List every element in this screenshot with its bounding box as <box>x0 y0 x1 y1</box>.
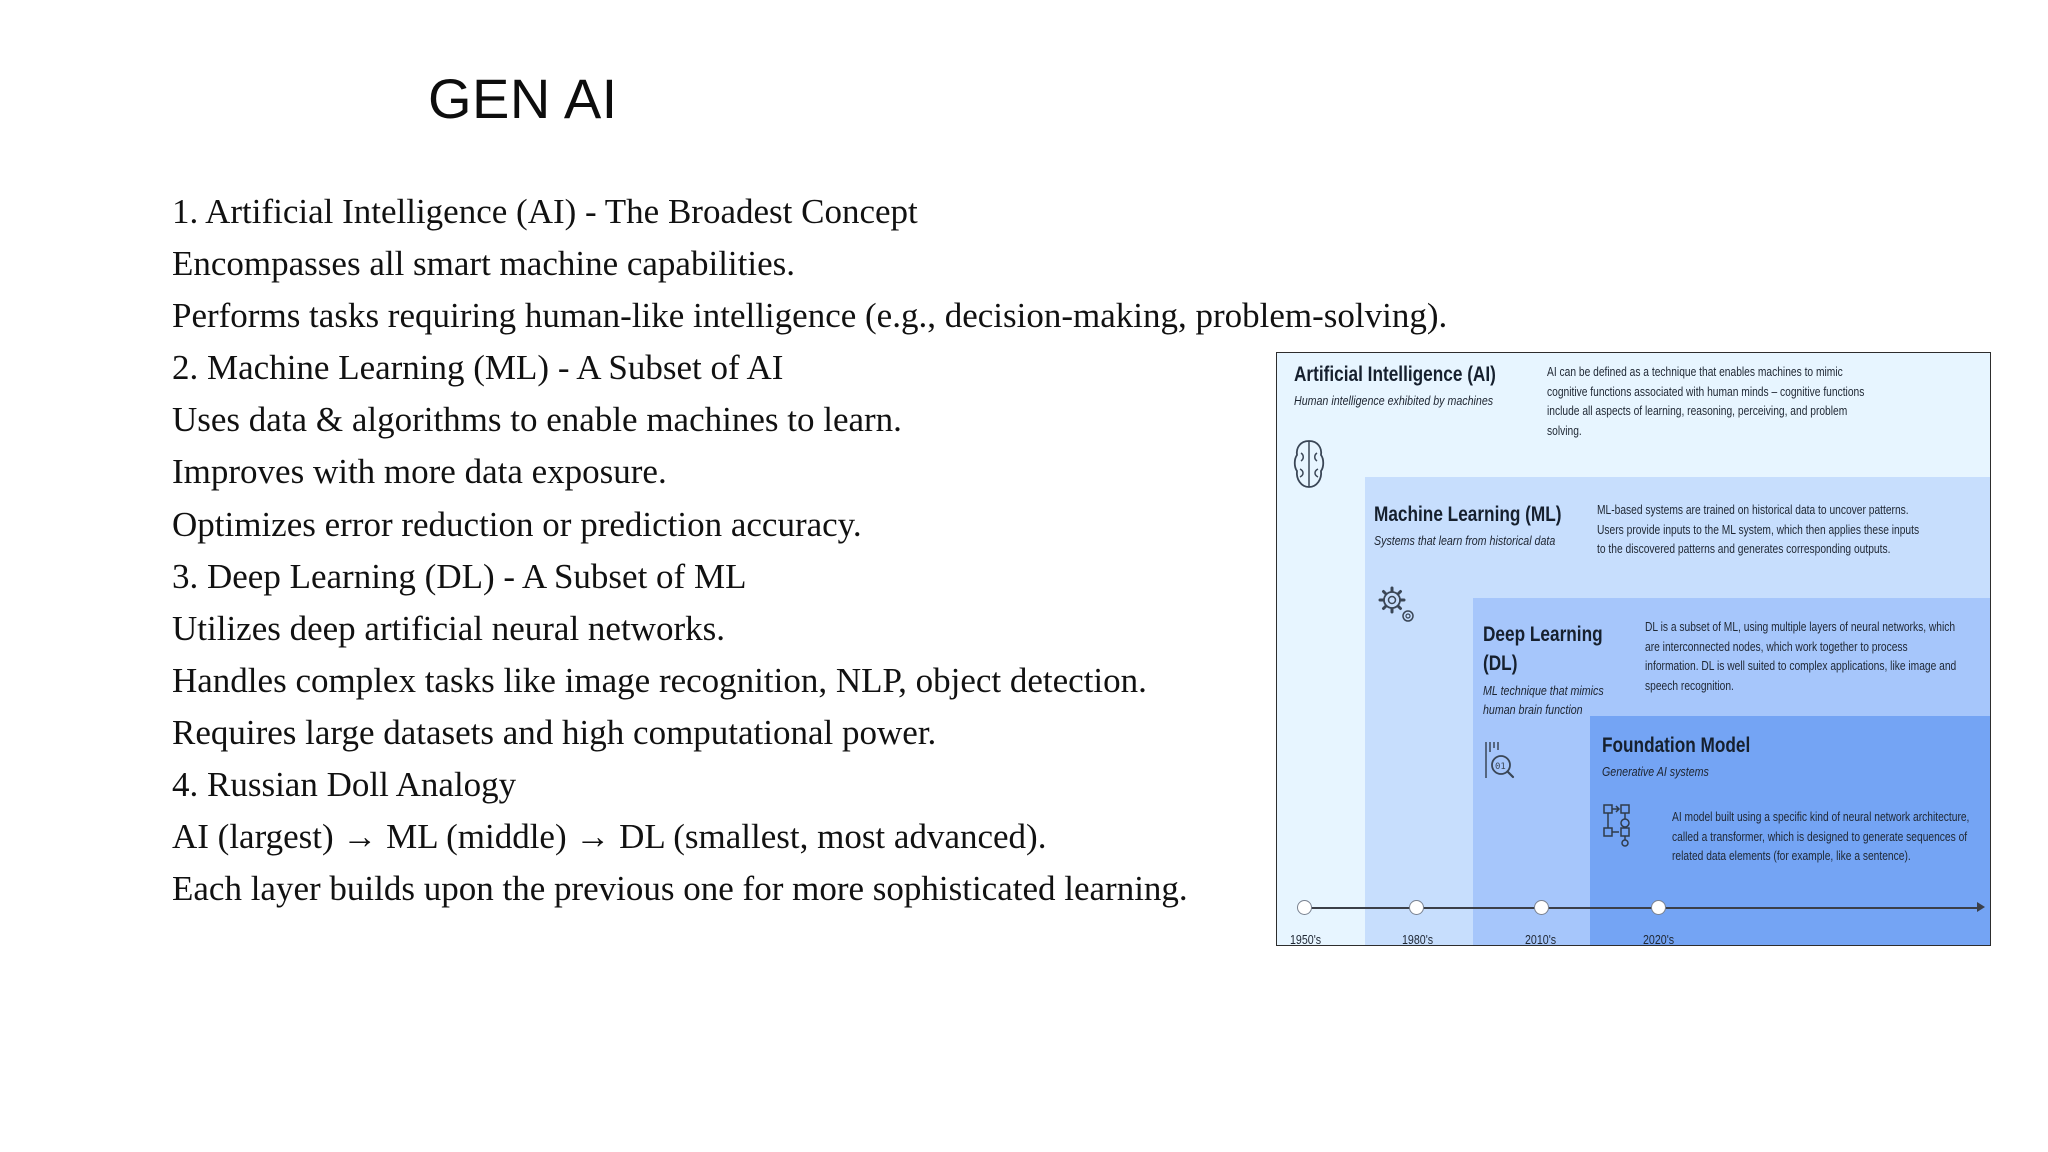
dl-layer-subtitle-line2: human brain function <box>1483 702 1583 717</box>
timeline-label: 1950's <box>1290 932 1322 946</box>
timeline-label: 2010's <box>1525 932 1557 946</box>
text-line: Optimizes error reduction or prediction accuracy. <box>172 504 862 544</box>
timeline-axis <box>1299 907 1979 909</box>
text-line: Performs tasks requiring human-like intelligence (e.g., decision-making, problem-solving). <box>172 296 1448 336</box>
fm-layer-description: AI model built using a specific kind of neural network architecture, called a transformer, which is designed to generate sequences of related data elements (for example, like a sentence). <box>1672 810 1970 863</box>
dl-layer-description: DL is a subset of ML, using multiple layers of neural networks, which are interconnected nodes, which work together to process information. DL is well suited to complex applications, like image and speech recognition. <box>1645 620 1957 693</box>
foundation-model-layer <box>1590 716 1990 945</box>
timeline-dot <box>1651 900 1666 915</box>
ai-layer-subtitle: Human intelligence exhibited by machines <box>1294 393 1494 408</box>
text-line: Requires large datasets and high computational power. <box>172 712 937 752</box>
ml-layer-title: Machine Learning (ML) <box>1374 503 1562 526</box>
text-line: Handles complex tasks like image recognition, NLP, object detection. <box>172 660 1147 700</box>
text-line: 4. Russian Doll Analogy <box>172 765 517 805</box>
svg-text:01: 01 <box>1495 762 1506 772</box>
ai-layer-description: AI can be defined as a technique that enables machines to mimic cognitive functions associated with human minds – cognitive functions include all aspects of learning, reasoning, perceiving, and problem solving. <box>1547 365 1865 438</box>
text-line: 3. Deep Learning (DL) - A Subset of ML <box>172 556 747 596</box>
flowchart-icon <box>1602 802 1636 853</box>
ml-layer-subtitle: Systems that learn from historical data <box>1374 533 1556 548</box>
text-line: Each layer builds upon the previous one for more sophisticated learning. <box>172 869 1188 909</box>
dl-layer-title: Deep Learning <box>1483 623 1603 646</box>
timeline-arrow-icon <box>1977 902 1985 912</box>
timeline-dot <box>1409 900 1424 915</box>
text-line: Encompasses all smart machine capabilities. <box>172 244 795 284</box>
page-title: GEN AI <box>428 67 618 130</box>
text-line: 2. Machine Learning (ML) - A Subset of AI <box>172 348 784 388</box>
timeline-label: 2020's <box>1643 932 1675 946</box>
dl-layer-title-abbr: (DL) <box>1483 652 1518 675</box>
text-line: Uses data & algorithms to enable machines to learn. <box>172 400 902 440</box>
fm-layer-title: Foundation Model <box>1602 734 1751 757</box>
ai-layer-title: Artificial Intelligence (AI) <box>1294 363 1496 386</box>
timeline-dot <box>1297 900 1312 915</box>
dl-layer-subtitle: ML technique that mimics <box>1483 683 1604 698</box>
timeline-label: 1980's <box>1402 932 1434 946</box>
text-line: 1. Artificial Intelligence (AI) - The Broadest Concept <box>172 192 918 231</box>
text-line: AI (largest) → ML (middle) → DL (smallest, most advanced). <box>172 817 1047 857</box>
gears-icon <box>1377 585 1419 632</box>
brain-icon <box>1293 437 1325 498</box>
ml-layer-description: ML-based systems are trained on historical data to uncover patterns. Users provide inputs to the ML system, which then applies these inputs to the discovered patterns and generates corresponding outputs. <box>1597 503 1920 556</box>
text-line: Improves with more data exposure. <box>172 452 667 492</box>
text-line: Utilizes deep artificial neural networks. <box>172 608 725 648</box>
binary-search-icon <box>1483 738 1517 791</box>
fm-layer-subtitle: Generative AI systems <box>1602 764 1709 779</box>
ai-hierarchy-diagram <box>1276 352 1991 946</box>
timeline-dot <box>1534 900 1549 915</box>
